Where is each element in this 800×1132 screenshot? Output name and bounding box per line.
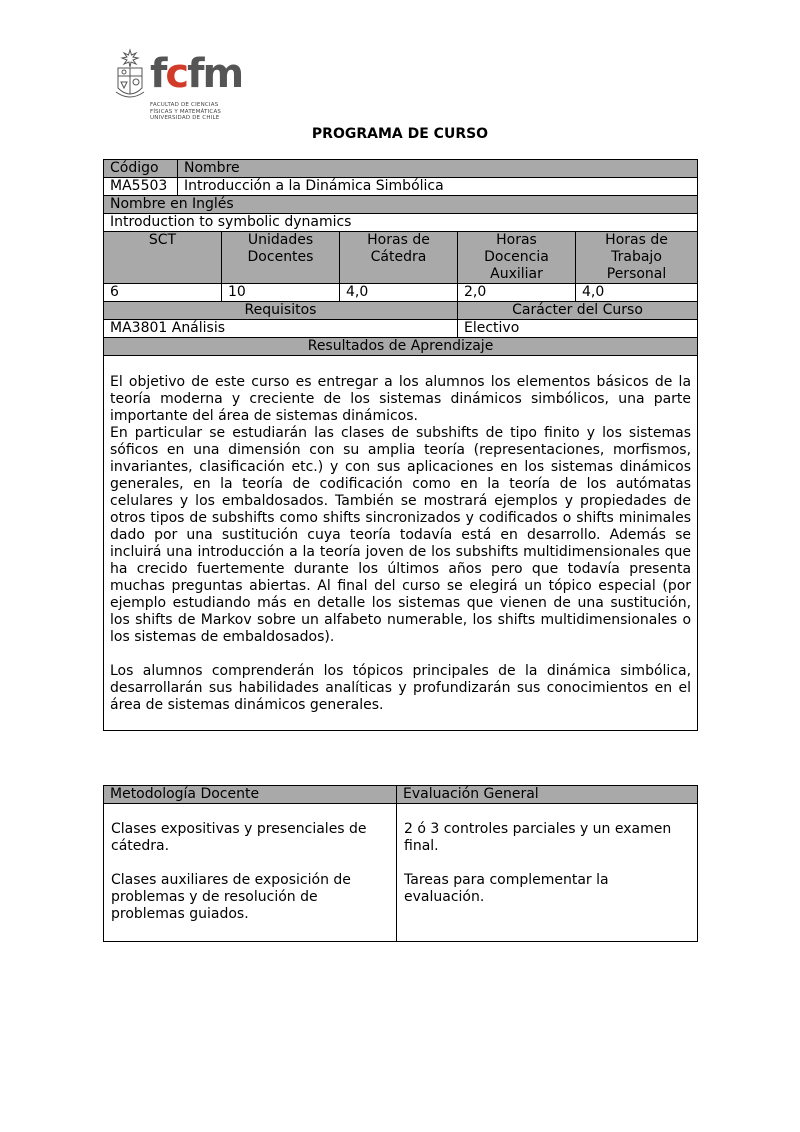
auxiliary-hours-value: 2,0 [458,284,576,302]
requirements-label: Requisitos [104,302,458,320]
sct-value: 6 [104,284,222,302]
university-seal-icon [112,48,148,104]
code-label: Código [104,160,178,178]
evaluation-body [397,804,698,942]
lecture-hours-value: 4,0 [340,284,458,302]
evaluation-item: 2 ó 3 controles parciales y un examen final. [404,821,672,854]
english-name-label: Nombre en Inglés [104,196,698,214]
course-name: Introducción a la Dinámica Simbólica [178,178,698,196]
learning-paragraph: El objetivo de este curso es entregar a los alumnos los elementos básicos de la teoría moderna y creciente de los sistemas dinámicos simbólicos, una parte importante del área de sistemas dinámicos. [110,374,692,424]
course-table [103,159,698,731]
english-name: Introduction to symbolic dynamics [104,214,698,232]
methodology-table [103,785,698,942]
methodology-item: Clases expositivas y presenciales de cátedra. [111,821,367,854]
evaluation-label: Evaluación General [397,786,698,804]
auxiliary-hours-header: Horas Docencia Auxiliar [458,232,576,284]
learning-paragraph: Los alumnos comprenderán los tópicos principales de la dinámica simbólica, desarrollarán sus habilidades analíticas y profundizarán sus conocimientos en el área de sistemas dinámicos generales. [110,663,692,713]
logo-subtitle: FACULTAD DE CIENCIAS FÍSICAS Y MATEMÁTICAS UNIVERSIDAD DE CHILE [150,102,222,121]
personal-work-hours-value: 4,0 [576,284,698,302]
name-label: Nombre [178,160,698,178]
teaching-units-header: Unidades Docentes [222,232,340,284]
course-character-value: Electivo [458,320,698,338]
page-title: PROGRAMA DE CURSO [311,126,489,142]
course-code: MA5503 [104,178,178,196]
methodology-body [104,804,397,942]
sct-header: SCT [104,232,222,284]
learning-outcomes-label: Resultados de Aprendizaje [104,338,698,356]
personal-work-hours-header: Horas de Trabajo Personal [576,232,698,284]
lecture-hours-header: Horas de Cátedra [340,232,458,284]
requirements-value: MA3801 Análisis [104,320,458,338]
teaching-units-value: 10 [222,284,340,302]
evaluation-item: Tareas para complementar la evaluación. [404,872,609,905]
methodology-item: Clases auxiliares de exposición de problemas y de resolución de problemas guiados. [111,872,351,922]
fcfm-logo [112,48,242,128]
logo-wordmark: fcfm [150,51,243,97]
learning-paragraph: En particular se estudiarán las clases de subshifts de tipo finito y los sistemas sóficos en una dimensión con su amplia teoría (representaciones, morfismos, invariantes, clasificación etc.) y con sus aplicaciones en los sistemas dinámicos generales, en la teoría de codificación como en la teoría de los autómatas celulares y los embaldosados. También se mostrará ejemplos y propiedades de otros tipos de subshifts como shifts sincronizados y codificados o shifts minimales dado por una sustitución cuya teoría todavía está en desarrollo. Además se incluirá una introducción a la teoría joven de los subshifts multidimensionales que ha crecido fuertemente durante los últimos años pero que todavía presenta muchas preguntas abiertas. Al final del curso se elegirá un tópico especial (por ejemplo estudiando más en detalle los sistemas que vienen de una sustitución, los shifts de Markov sobre un alfabeto numerable, los shifts multidimensionales o los sistemas de embaldosados). [110,425,692,645]
methodology-label: Metodología Docente [104,786,397,804]
course-character-label: Carácter del Curso [458,302,698,320]
learning-outcomes-body [104,356,698,731]
